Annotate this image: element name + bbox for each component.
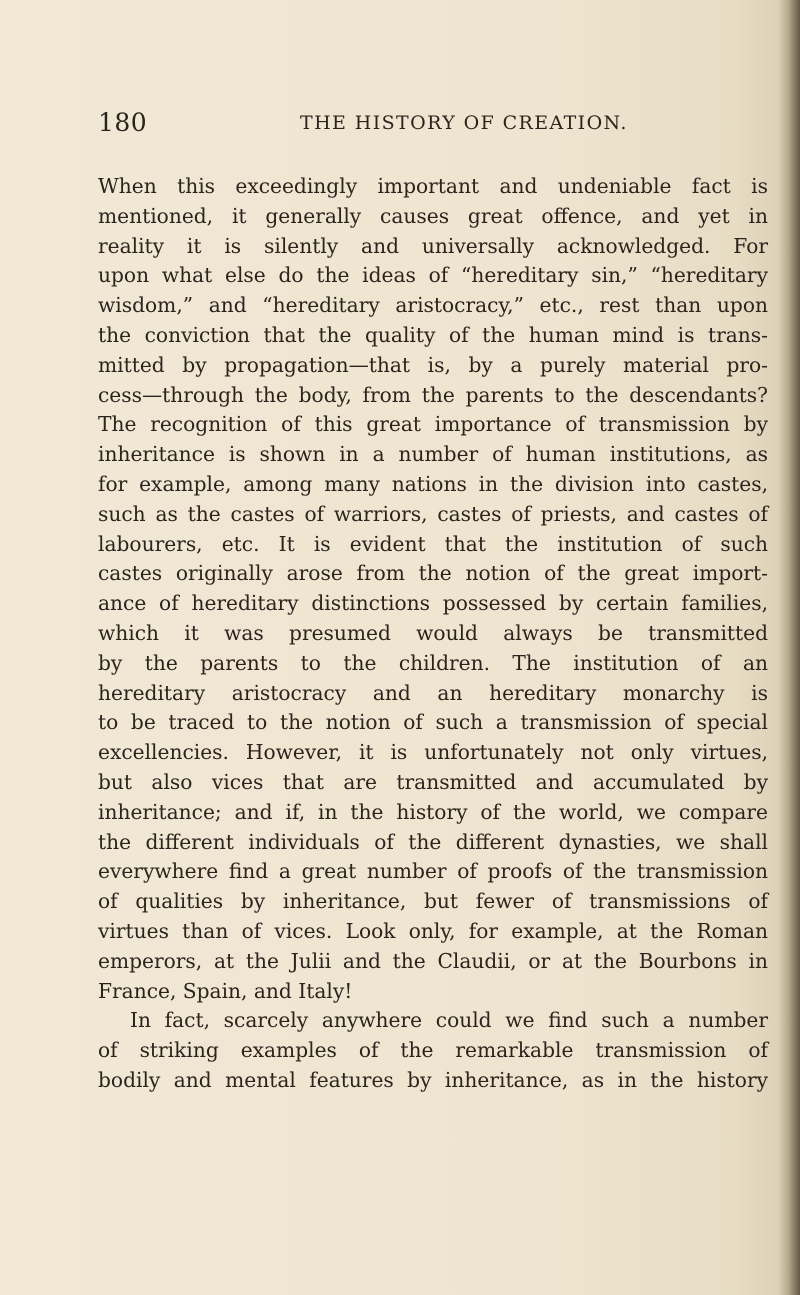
text-line: mitted by propagation—that is, by a purely material pro-: [98, 352, 768, 377]
body-text: [98, 172, 768, 1096]
text-line: hereditary aristocracy and an hereditary monarchy is: [98, 680, 768, 705]
page-header: [98, 108, 758, 144]
text-line: reality it is silently and universally acknowledged. For: [98, 233, 768, 258]
paragraph-start-line: In fact, scarcely anywhere could we find such a number: [130, 1008, 768, 1033]
text-line: mentioned, it generally causes great offence, and yet in: [98, 203, 768, 228]
text-line: The recognition of this great importance of transmission by: [98, 412, 768, 437]
text-line: emperors, at the Julii and the Claudii, or at the Bourbons in: [98, 948, 768, 973]
text-line: by the parents to the children. The institution of an: [98, 650, 768, 675]
page-number: 180: [98, 108, 148, 137]
text-line: cess—through the body, from the parents to the descendants?: [98, 382, 768, 407]
text-line: which it was presumed would always be transmitted: [98, 620, 768, 645]
text-line: to be traced to the notion of such a transmission of special: [98, 710, 768, 735]
text-line: inheritance is shown in a number of human institutions, as: [98, 442, 768, 467]
text-line: labourers, etc. It is evident that the institution of such: [98, 531, 768, 556]
text-line: bodily and mental features by inheritance, as in the history: [98, 1067, 768, 1092]
text-line: virtues than of vices. Look only, for example, at the Roman: [98, 918, 768, 943]
text-line: of striking examples of the remarkable transmission of: [98, 1038, 768, 1063]
text-line: excellencies. However, it is unfortunately not only virtues,: [98, 740, 768, 765]
paragraph-end-line: France, Spain, and Italy!: [98, 978, 353, 1003]
text-line: wisdom,” and “hereditary aristocracy,” etc., rest than upon: [98, 293, 768, 318]
text-line: the conviction that the quality of the human mind is trans-: [98, 322, 768, 347]
text-line: for example, among many nations in the division into castes,: [98, 471, 768, 496]
text-line: of qualities by inheritance, but fewer of transmissions of: [98, 889, 768, 914]
running-head: THE HISTORY OF CREATION.: [300, 112, 628, 134]
page-edge-shadow: [778, 0, 800, 1295]
text-line: ance of hereditary distinctions possessed by certain families,: [98, 591, 768, 616]
text-line: castes originally arose from the notion of the great import-: [98, 561, 768, 586]
text-line: such as the castes of warriors, castes of priests, and castes of: [98, 501, 768, 526]
text-line: but also vices that are transmitted and accumulated by: [98, 769, 768, 794]
text-line: When this exceedingly important and undeniable fact is: [98, 174, 768, 198]
text-line: the different individuals of the different dynasties, we shall: [98, 829, 768, 854]
text-line: inheritance; and if, in the history of the world, we compare: [98, 799, 768, 824]
text-line: upon what else do the ideas of “hereditary sin,” “hereditary: [98, 263, 768, 288]
text-line: everywhere find a great number of proofs of the transmission: [98, 859, 768, 884]
